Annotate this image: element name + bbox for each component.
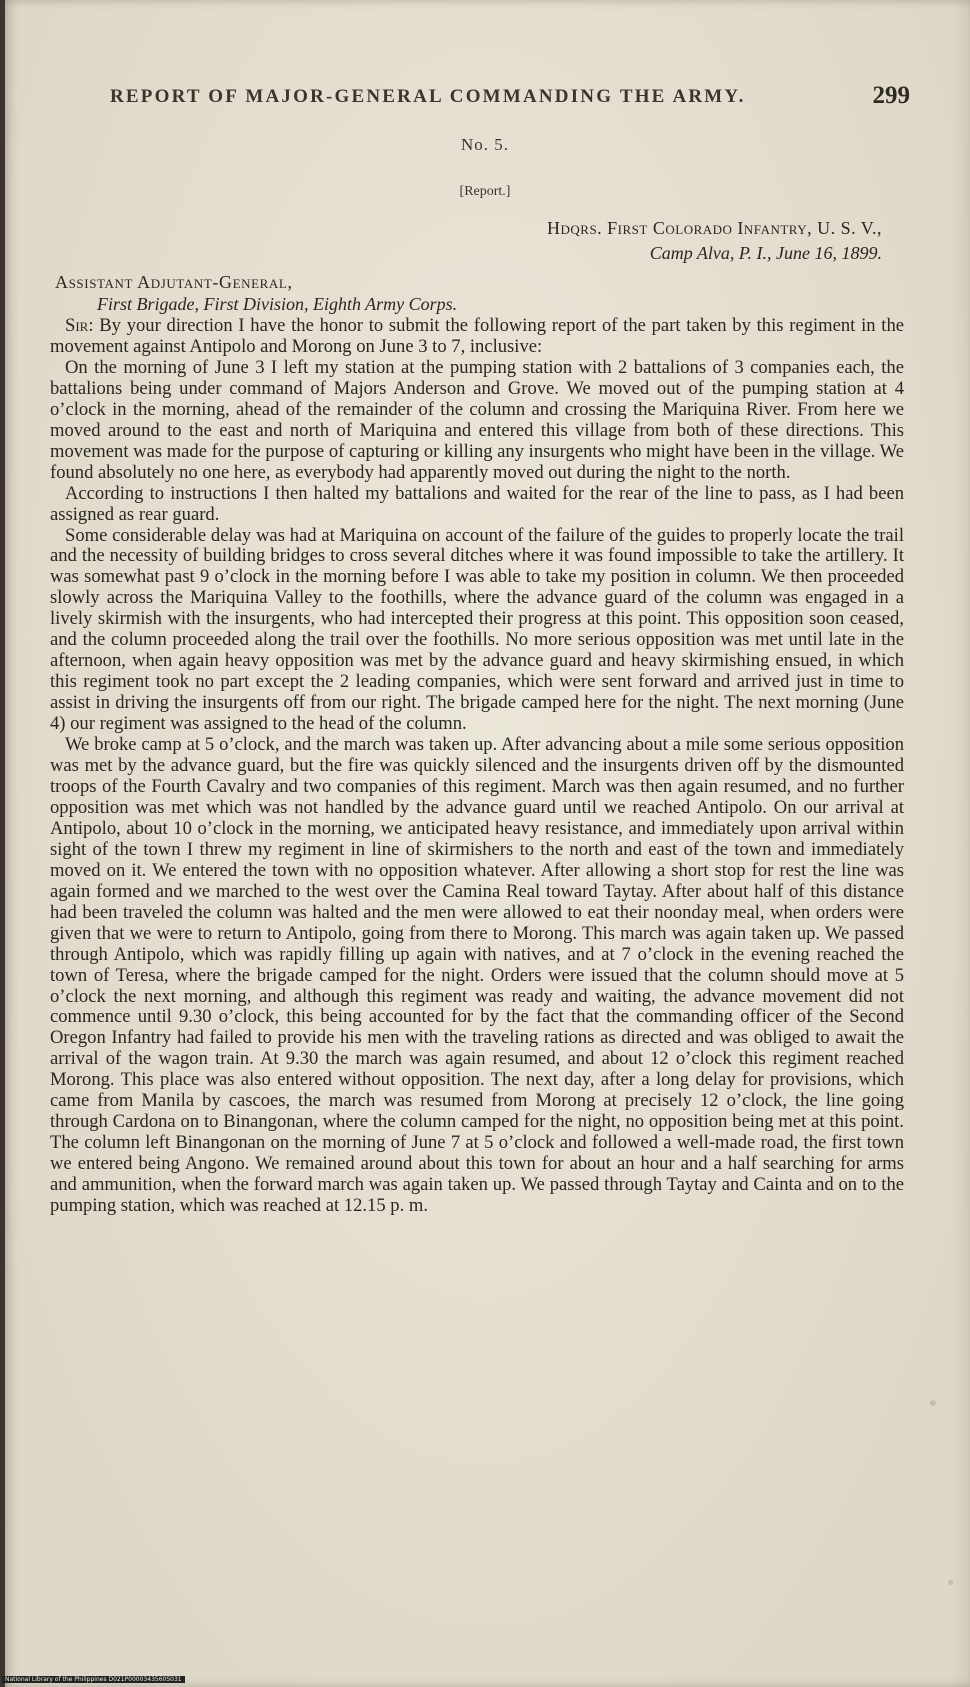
paper-speck (948, 1580, 953, 1585)
page-number: 299 (872, 82, 910, 109)
page-binding-edge (0, 0, 5, 1687)
paragraph (50, 316, 904, 358)
scan-credit: National Library of the Philippines D021P0000343560S031 (2, 1676, 185, 1683)
paragraph-text: By your direction I have the honor to submit the following report of the part taken by this regiment in the movement against Antipolo and Morong on June 3 to 7, inclusive: (50, 315, 904, 357)
paragraph: We broke camp at 5 o’clock, and the march was taken up. After advancing about a mile some serious opposition was met by the advance guard, but the fire was quickly silenced and the insurgents driven off by the dismounted troops of the Fourth Cavalry and two companies of this regiment. March was then again resumed, and no further opposition was met which was not handled by the advance guard until we reached Antipolo. On our arrival at Antipolo, about 10 o’clock in the morning, we anticipated heavy resistance, and immediately upon arrival within sight of the town I threw my regiment in line of skirmishers to the north and east of the town and immediately moved on it. We entered the town with no opposition whatever. After allowing a short stop for rest the line was again formed and we marched to the west over the Camina Real toward Taytay. After about half of this distance had been traveled the column was halted and the men were allowed to eat their noonday meal, when orders were given that we were to return to Antipolo, going from there to Morong. This march was again taken up. We passed through Antipolo, which was rapidly filling up again with natives, and at 7 o’clock in the evening reached the town of Teresa, where the brigade camped for the night. Orders were issued that the column should move at 5 o’clock the next morning, and although this regiment was ready and waiting, the advance movement did not commence until 9.30 o’clock, this being accounted for by the fact that the commanding officer of the Second Oregon Infantry had failed to provide his men with the traveling rations as directed and was obliged to await the arrival of the wagon train. At 9.30 the march was again resumed, and about 12 o’clock this regiment reached Morong. This place was also entered without opposition. The next day, after a long delay for provisions, which came from Manila by cascoes, the march was resumed from Morong at precisely 12 o’clock, the line going through Cardona on to Binangonan, where the column camped for the night, no opposition being met at this point. The column left Binangonan on the morning of June 7 at 5 o’clock and followed a well-made road, the first town we entered being Angono. We remained around about this town for about an hour and a half searching for arms and ammunition, when the forward march was again taken up. We passed through Taytay and Cainta and on to the pumping station, which was reached at 12.15 p. m. (50, 734, 904, 1217)
report-body (50, 316, 904, 1217)
paragraph: Some considerable delay was had at Mariquina on account of the failure of the guides to properly locate the trail and the necessity of building bridges to cross several ditches where it was found impossible to take the artillery. It was somewhat past 9 o’clock in the morning before I was able to take my position in column. We then proceeded slowly across the Mariquina Valley to the foothills, where the advance guard of the column was engaged in a lively skirmish with the insurgents, who had intercepted their progress at this point. This opposition soon ceased, and the column proceeded along the trail over the foothills. No more serious opposition was met until late in the afternoon, when again heavy opposition was met by the advance guard and heavy skirmishing ensued, in which this regiment took no part except the 2 leading companies, which were sent forward and arrived just in time to assist in driving the insurgents off from our right. The brigade camped here for the night. The next morning (June 4) our regiment was assigned to the head of the column. (50, 524, 904, 735)
document-number: No. 5. (460, 135, 510, 154)
addressee-unit: First Brigade, First Division, Eighth Army Corps. (97, 294, 458, 314)
place-date-line: Camp Alva, P. I., June 16, 1899. (649, 243, 882, 263)
paragraph: On the morning of June 3 I left my station at the pumping station with 2 battalions of 3 companies each, the battalions being under command of Majors Anderson and Grove. We moved out of the pumping station at 4 o’clock in the morning, ahead of the remainder of the column and crossing the Mariquina River. From here we moved around to the east and north of Mariquina and entered this village from both of these directions. This movement was made for the purpose of capturing or killing any insurgents who might have been in the village. We found absolutely no one here, as everybody had apparently moved out during the night to the north. (50, 356, 904, 483)
paragraph: According to instructions I then halted my battalions and waited for the rear of the line to pass, as I had been assigned as rear guard. (50, 482, 904, 525)
headquarters-line: Hdqrs. First Colorado Infantry, U. S. V., (547, 218, 882, 238)
addressee: Assistant Adjutant-General, (55, 272, 293, 292)
paper-speck (930, 1400, 936, 1406)
salutation: Sir: (65, 315, 94, 336)
running-header-title: REPORT OF MAJOR-GENERAL COMMANDING THE ARMY. (110, 86, 746, 107)
document-kind: [Report.] (459, 184, 511, 199)
running-header (110, 82, 910, 116)
